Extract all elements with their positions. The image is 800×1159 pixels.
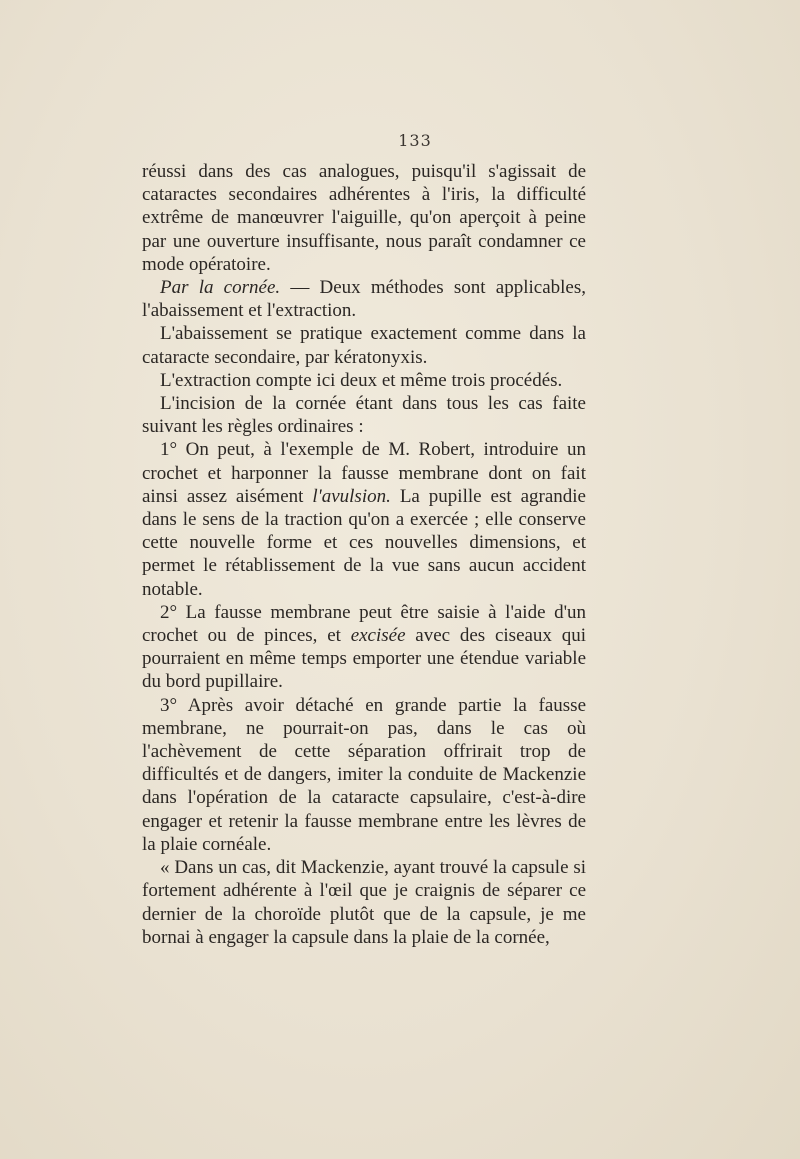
paragraph-1: réussi dans des cas analogues, puisqu'il s'agissait de cataractes secondaires adhérentes à l'iris, la difficulté extrême de manœuvrer l'aiguille, qu'on aperçoit à peine par une ouverture insuffisante, nous paraît condamner ce mode opératoire. bbox=[142, 161, 586, 275]
page-number: 133 bbox=[398, 131, 432, 150]
paragraph-7-text-a: 2° La fausse membrane peut être saisie à l'aide d'un crochet ou de pinces, et bbox=[142, 601, 586, 647]
paragraph-8: 3° Après avoir détaché en grande partie la fausse membrane, ne pourrait-on pas, dans le cas où l'achèvement de cette séparation offrirait trop de difficultés et de dangers, imiter la conduite de Mackenzie dans l'opération de la cataracte capsulaire, c'est-à-dire engager et retenir la fausse membrane entre les lèvres de la plaie cornéale. bbox=[142, 694, 586, 855]
paragraph-6-text-a: 1° On peut, à l'exemple de M. Robert, introduire un crochet et harponner la fausse membrane dont on fait ainsi assez aisément bbox=[142, 439, 586, 507]
body-text bbox=[142, 160, 586, 949]
paragraph-6-text-b: La pupille est agrandie dans le sens de la traction qu'on a exercée ; elle conserve cette nouvelle forme et ces nouvelles dimensions, et permet le rétablissement de la vue sans aucun accident notable. bbox=[142, 485, 586, 600]
paragraph-5: L'incision de la cornée étant dans tous les cas faite suivant les règles ordinaires : bbox=[142, 393, 586, 438]
paragraph-2-text: — Deux méthodes sont applicables, l'abaissement et l'extraction. bbox=[142, 277, 586, 322]
term-excisee: excisée bbox=[350, 625, 406, 647]
paragraph-9: « Dans un cas, dit Mackenzie, ayant trouvé la capsule si fortement adhérente à l'œil que je craignis de séparer ce dernier de la choroïde plutôt que de la capsule, je me bornai à engager la capsule dans la plaie de la cornée, bbox=[142, 857, 586, 948]
paragraph-6 bbox=[142, 438, 586, 600]
term-avulsion: l'avulsion. bbox=[312, 485, 391, 507]
section-heading-cornea: Par la cornée. bbox=[160, 277, 281, 299]
paragraph-7-text-b: avec des ciseaux qui pourraient en même temps emporter une étendue variable du bord pupillaire. bbox=[142, 625, 586, 693]
paragraph-7 bbox=[142, 601, 586, 694]
paragraph-4: L'extraction compte ici deux et même trois procédés. bbox=[160, 369, 563, 391]
paragraph-2 bbox=[142, 276, 586, 322]
paragraph-3: L'abaissement se pratique exactement comme dans la cataracte secondaire, par kératonyxis. bbox=[142, 323, 586, 368]
